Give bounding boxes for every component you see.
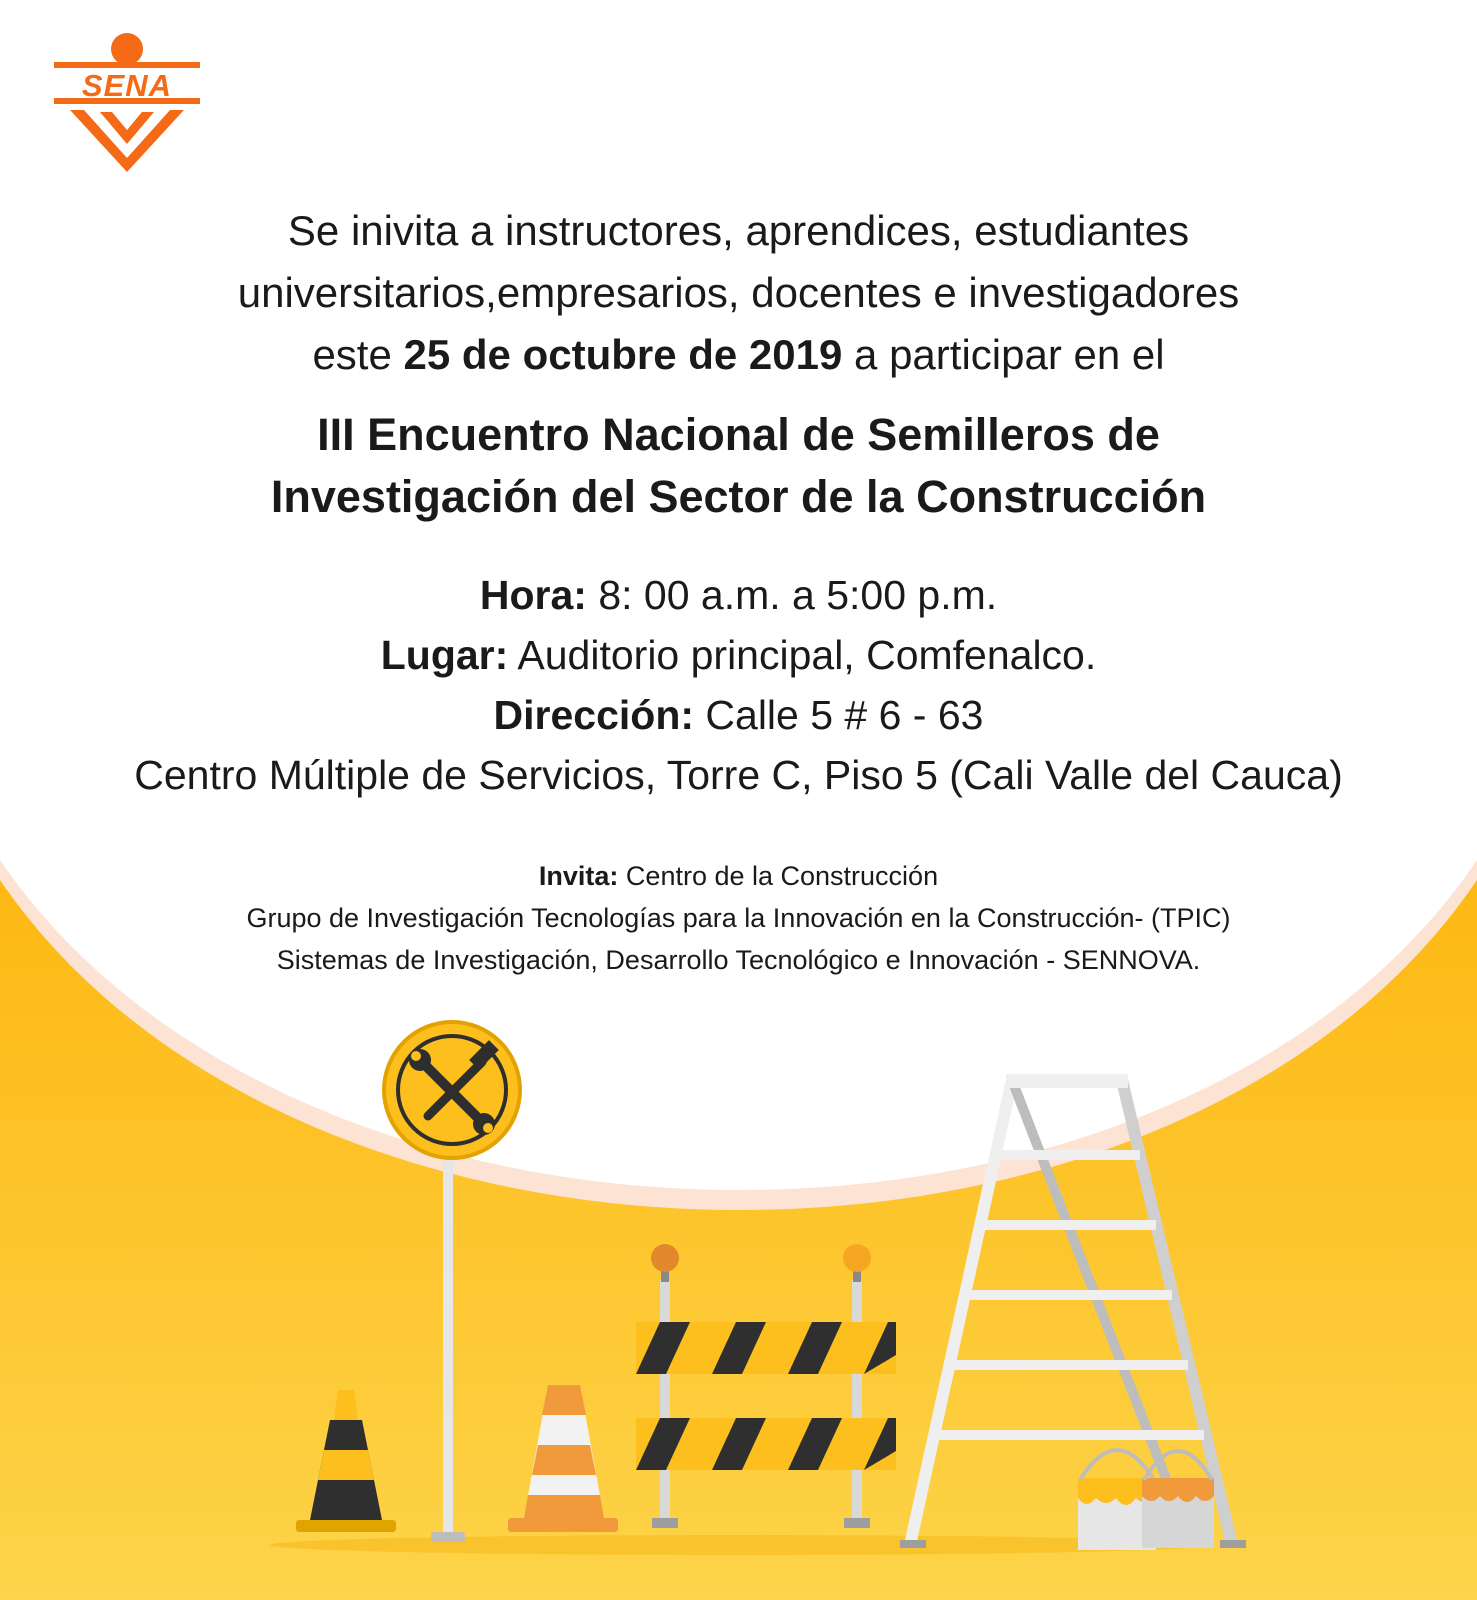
event-title-line-1: III Encuentro Nacional de Semilleros de xyxy=(317,409,1160,460)
ground-shadow xyxy=(270,1535,1210,1555)
intro-line-2: universitarios,empresarios, docentes e investigadores xyxy=(237,269,1240,316)
traffic-cone-icon xyxy=(508,1385,618,1532)
ladder-icon xyxy=(900,1074,1246,1548)
invita-label: Invita: xyxy=(538,861,619,891)
traffic-cone-icon xyxy=(296,1390,396,1532)
centro-line: Centro Múltiple de Servicios, Torre C, Piso 5 (Cali Valle del Cauca) xyxy=(134,752,1343,798)
direccion-value: Calle 5 # 6 - 63 xyxy=(694,692,984,738)
direccion-label: Dirección: xyxy=(493,692,695,738)
hora-label: Hora: xyxy=(479,572,587,618)
event-title-line-2: Investigación del Sector de la Construcción xyxy=(270,471,1207,522)
lugar-value: Auditorio principal, Comfenalco. xyxy=(508,632,1097,678)
intro-line-1: Se inivita a instructores, aprendices, estudiantes xyxy=(287,207,1190,254)
road-sign-tools-icon xyxy=(384,1022,520,1542)
hora-value: 8: 00 a.m. a 5:00 p.m. xyxy=(586,572,998,618)
lugar-label: Lugar: xyxy=(380,632,509,678)
intro-line-3-pre: este xyxy=(312,331,404,378)
invita-value: Centro de la Construcción xyxy=(618,861,939,891)
event-date: 25 de octubre de 2019 xyxy=(403,331,843,378)
barricade-icon xyxy=(636,1244,896,1528)
logo-text: SENA xyxy=(81,68,173,103)
invita-line-3: Sistemas de Investigación, Desarrollo Tecnológico e Innovación - SENNOVA. xyxy=(276,945,1201,975)
invita-line-2: Grupo de Investigación Tecnologías para la Innovación en la Construcción- (TPIC) xyxy=(246,903,1231,933)
paint-bucket-icon xyxy=(1078,1450,1214,1550)
intro-line-3-post: a participar en el xyxy=(842,331,1165,378)
